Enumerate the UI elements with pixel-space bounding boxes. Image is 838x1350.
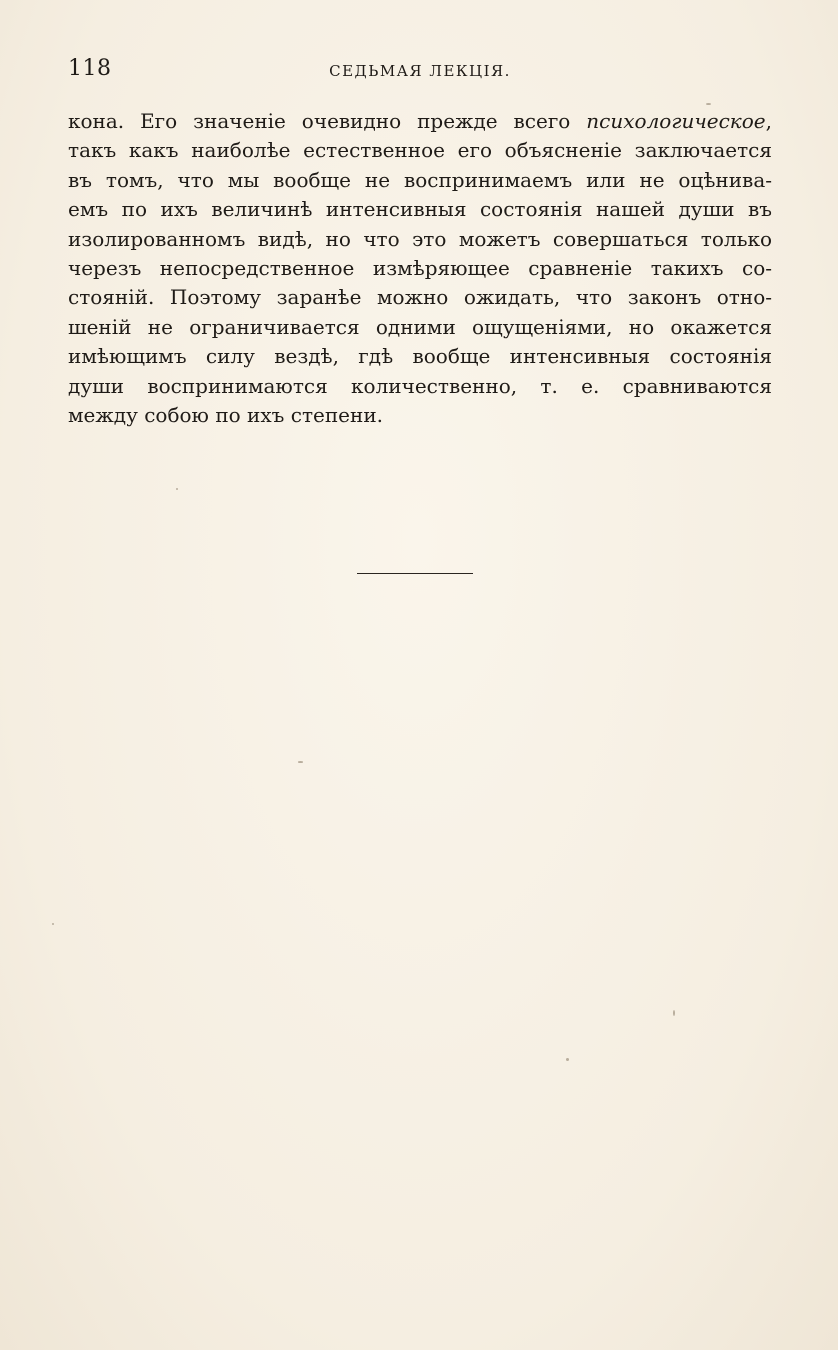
text-line-9: имѣющимъ силу вездѣ, гдѣ вообще интенсивныя состоянія <box>68 344 772 369</box>
paper-speck <box>52 923 54 925</box>
paper-speck <box>706 103 711 105</box>
paper-speck <box>298 761 303 763</box>
text-line-1-plain: кона. Его значеніе очевидно прежде всего <box>68 109 587 133</box>
text-line-2: такъ какъ наиболѣе естественное его объясненіе заключается <box>68 138 772 163</box>
text-line-7: стояній. Поэтому заранѣе можно ожидать, что законъ отно- <box>68 285 772 310</box>
text-line-1 <box>68 107 772 136</box>
page-number: 118 <box>68 56 112 81</box>
text-line-3: въ томъ, что мы вообще не воспринимаемъ или не оцѣнива- <box>68 167 772 192</box>
text-line-5: изолированномъ видѣ, но что это можетъ совершаться только <box>68 226 772 251</box>
body-text <box>68 107 772 430</box>
chapter-title: СЕДЬМАЯ ЛЕКЦІЯ. <box>329 62 511 80</box>
paper-speck <box>176 488 178 490</box>
text-line-11: между собою по ихъ степени. <box>68 402 384 427</box>
text-line-1-punct: , <box>765 109 772 133</box>
running-head <box>68 56 772 88</box>
text-line-4: емъ по ихъ величинѣ интенсивныя состоянія нашей души въ <box>68 197 772 222</box>
text-line-8: шеній не ограничивается одними ощущеніями, но окажется <box>68 314 772 339</box>
text-line-10: души воспринимаются количественно, т. е. сравниваются <box>68 373 772 398</box>
section-end-rule <box>357 573 473 574</box>
text-line-6: черезъ непосредственное измѣряющее сравненіе такихъ со- <box>68 255 772 280</box>
paper-speck <box>673 1010 675 1016</box>
paper-speck <box>566 1058 569 1061</box>
text-line-1-italic: психологическое <box>586 109 766 133</box>
